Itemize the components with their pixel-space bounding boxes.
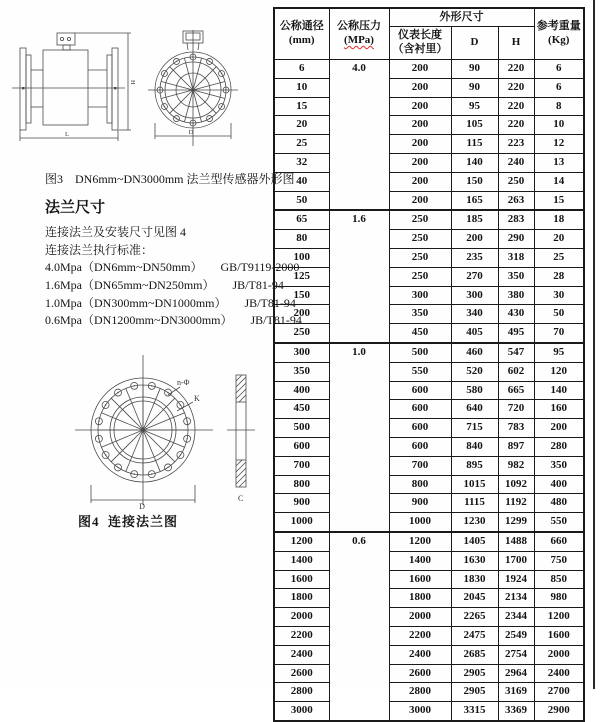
page-right-border (593, 0, 595, 689)
cell-length: 350 (389, 305, 451, 324)
cell-h: 223 (498, 135, 534, 154)
cell-h: 380 (498, 286, 534, 305)
cell-h: 1924 (498, 570, 534, 589)
cell-weight: 70 (534, 324, 584, 343)
cell-d: 2905 (451, 683, 498, 702)
table-row (274, 494, 584, 513)
cell-d: 580 (451, 381, 498, 400)
cell-h: 2964 (498, 664, 534, 683)
cell-dn: 1800 (274, 589, 329, 608)
table-row (274, 381, 584, 400)
dim-label-K: K (194, 394, 200, 403)
cell-weight: 120 (534, 362, 584, 381)
table-row (274, 437, 584, 456)
dim-label-n-phi: n-Φ (177, 378, 190, 387)
cell-weight: 2400 (534, 664, 584, 683)
cell-length: 250 (389, 248, 451, 267)
table-row (274, 532, 584, 551)
fig4-connection-flange-drawing (55, 345, 260, 515)
cell-weight: 280 (534, 437, 584, 456)
standard-item (45, 311, 302, 328)
cell-length: 600 (389, 419, 451, 438)
cell-weight: 2000 (534, 645, 584, 664)
col-header-dimensions: 外形尺寸 (389, 8, 534, 27)
standard-code: JB/T81-94 (250, 313, 302, 327)
cell-dn: 450 (274, 400, 329, 419)
cell-length: 3000 (389, 702, 451, 721)
cell-h: 220 (498, 78, 534, 97)
cell-d: 520 (451, 362, 498, 381)
cell-d: 895 (451, 456, 498, 475)
cell-d: 2685 (451, 645, 498, 664)
cell-weight: 28 (534, 267, 584, 286)
cell-h: 602 (498, 362, 534, 381)
table-row (274, 570, 584, 589)
cell-h: 1299 (498, 513, 534, 532)
cell-dn: 125 (274, 267, 329, 286)
cell-h: 720 (498, 400, 534, 419)
cell-dn: 300 (274, 343, 329, 362)
cell-h: 3369 (498, 702, 534, 721)
cell-length: 200 (389, 97, 451, 116)
cell-d: 270 (451, 267, 498, 286)
table-row (274, 456, 584, 475)
cell-length: 200 (389, 172, 451, 191)
standard-range: 1.0Mpa（DN300mm~DN1000mm） (45, 296, 227, 310)
cell-pressure: 0.6 (329, 532, 389, 721)
cell-h: 783 (498, 419, 534, 438)
cell-h: 897 (498, 437, 534, 456)
cell-h: 1092 (498, 475, 534, 494)
standard-code: JB/T81-94 (244, 296, 296, 310)
table-row (274, 60, 584, 79)
cell-d: 2905 (451, 664, 498, 683)
standard-item (45, 258, 299, 275)
cell-dn: 2000 (274, 608, 329, 627)
cell-length: 1800 (389, 589, 451, 608)
cell-d: 2045 (451, 589, 498, 608)
cell-dn: 800 (274, 475, 329, 494)
cell-length: 2800 (389, 683, 451, 702)
cell-weight: 1200 (534, 608, 584, 627)
cell-length: 200 (389, 78, 451, 97)
cell-h: 290 (498, 230, 534, 249)
fig3-sensor-front-view-drawing (140, 18, 268, 148)
cell-weight: 350 (534, 456, 584, 475)
cell-dn: 150 (274, 286, 329, 305)
cell-dn: 20 (274, 116, 329, 135)
fig3-caption: 图3 DN6mm~DN3000mm 法兰型传感器外形图 (45, 172, 295, 186)
cell-dn: 250 (274, 324, 329, 343)
cell-h: 1192 (498, 494, 534, 513)
cell-length: 1400 (389, 551, 451, 570)
table-row (274, 608, 584, 627)
cell-h: 220 (498, 116, 534, 135)
cell-dn: 100 (274, 248, 329, 267)
cell-d: 1115 (451, 494, 498, 513)
table-row (274, 324, 584, 343)
cell-length: 200 (389, 116, 451, 135)
cell-dn: 1400 (274, 551, 329, 570)
cell-pressure: 1.0 (329, 343, 389, 532)
standard-code: JB/T81-94 (232, 278, 284, 292)
table-row (274, 664, 584, 683)
cell-h: 495 (498, 324, 534, 343)
cell-d: 460 (451, 343, 498, 362)
cell-weight: 1600 (534, 626, 584, 645)
cell-h: 263 (498, 191, 534, 210)
cell-h: 1700 (498, 551, 534, 570)
table-row (274, 702, 584, 721)
cell-dn: 3000 (274, 702, 329, 721)
table-row (274, 248, 584, 267)
cell-dn: 10 (274, 78, 329, 97)
col-header-length: 仪表长度 （含衬里） (389, 27, 451, 60)
cell-h: 1488 (498, 532, 534, 551)
col-header-d: D (451, 27, 498, 60)
table-row (274, 191, 584, 210)
table-row (274, 645, 584, 664)
cell-d: 235 (451, 248, 498, 267)
table-row (274, 343, 584, 362)
cell-weight: 6 (534, 60, 584, 79)
cell-weight: 550 (534, 513, 584, 532)
cell-weight: 660 (534, 532, 584, 551)
fig4-caption: 图4 连接法兰图 (78, 514, 179, 529)
cell-d: 140 (451, 153, 498, 172)
dim-label-L: L (65, 131, 69, 138)
col-header-h: H (498, 27, 534, 60)
table-row (274, 683, 584, 702)
cell-d: 150 (451, 172, 498, 191)
cell-length: 700 (389, 456, 451, 475)
cell-dn: 32 (274, 153, 329, 172)
cell-d: 1015 (451, 475, 498, 494)
cell-length: 200 (389, 191, 451, 210)
cell-d: 1230 (451, 513, 498, 532)
cell-dn: 900 (274, 494, 329, 513)
table-row (274, 172, 584, 191)
cell-d: 115 (451, 135, 498, 154)
cell-length: 550 (389, 362, 451, 381)
table-row (274, 362, 584, 381)
fig3-sensor-side-view-drawing (4, 20, 140, 146)
cell-length: 300 (389, 286, 451, 305)
cell-h: 220 (498, 97, 534, 116)
cell-dn: 2800 (274, 683, 329, 702)
cell-h: 2549 (498, 626, 534, 645)
cell-length: 1000 (389, 513, 451, 532)
table-row (274, 153, 584, 172)
cell-length: 600 (389, 400, 451, 419)
cell-dn: 2400 (274, 645, 329, 664)
table-row (274, 267, 584, 286)
table-row (274, 97, 584, 116)
cell-length: 2600 (389, 664, 451, 683)
table-row (274, 230, 584, 249)
cell-dn: 2200 (274, 626, 329, 645)
cell-dn: 40 (274, 172, 329, 191)
cell-length: 250 (389, 230, 451, 249)
cell-weight: 140 (534, 381, 584, 400)
cell-h: 2344 (498, 608, 534, 627)
cell-dn: 80 (274, 230, 329, 249)
cell-h: 982 (498, 456, 534, 475)
cell-d: 105 (451, 116, 498, 135)
terminal-box (57, 33, 75, 45)
table-row (274, 400, 584, 419)
cell-length: 600 (389, 381, 451, 400)
cell-dn: 700 (274, 456, 329, 475)
cell-length: 250 (389, 210, 451, 229)
table-row (274, 513, 584, 532)
cell-length: 900 (389, 494, 451, 513)
table-row (274, 286, 584, 305)
table-row (274, 589, 584, 608)
standard-item (45, 294, 296, 311)
col-header-weight: 参考重量 (Kg) (534, 8, 584, 60)
dim-label-H: H (129, 80, 136, 85)
cell-dn: 6 (274, 60, 329, 79)
cell-d: 2475 (451, 626, 498, 645)
standard-item (45, 276, 284, 293)
cell-d: 715 (451, 419, 498, 438)
cell-h: 220 (498, 60, 534, 79)
cell-h: 318 (498, 248, 534, 267)
cell-weight: 850 (534, 570, 584, 589)
cell-d: 300 (451, 286, 498, 305)
table-row (274, 475, 584, 494)
flange-dimension-table (273, 7, 585, 722)
cell-d: 95 (451, 97, 498, 116)
cell-d: 3315 (451, 702, 498, 721)
cell-dn: 1000 (274, 513, 329, 532)
cell-length: 1600 (389, 570, 451, 589)
cell-weight: 200 (534, 419, 584, 438)
table-row (274, 210, 584, 229)
cell-dn: 50 (274, 191, 329, 210)
cell-h: 665 (498, 381, 534, 400)
cell-length: 800 (389, 475, 451, 494)
table-row (274, 78, 584, 97)
cell-d: 1630 (451, 551, 498, 570)
cell-weight: 6 (534, 78, 584, 97)
cell-h: 3169 (498, 683, 534, 702)
dim-label-D: D (139, 502, 145, 511)
cell-d: 200 (451, 230, 498, 249)
dim-label-C: C (238, 494, 244, 503)
cell-h: 430 (498, 305, 534, 324)
cell-length: 250 (389, 267, 451, 286)
cell-d: 640 (451, 400, 498, 419)
cell-pressure: 4.0 (329, 60, 389, 211)
cell-dn: 600 (274, 437, 329, 456)
cell-dn: 25 (274, 135, 329, 154)
table-row (274, 551, 584, 570)
cell-dn: 2600 (274, 664, 329, 683)
flange-standard-intro: 连接法兰执行标准： (45, 243, 154, 257)
cell-dn: 1200 (274, 532, 329, 551)
cell-length: 600 (389, 437, 451, 456)
cell-h: 283 (498, 210, 534, 229)
cell-weight: 480 (534, 494, 584, 513)
cell-d: 1830 (451, 570, 498, 589)
cell-length: 2000 (389, 608, 451, 627)
cell-pressure: 1.6 (329, 210, 389, 343)
cell-h: 250 (498, 172, 534, 191)
cell-d: 840 (451, 437, 498, 456)
cell-weight: 25 (534, 248, 584, 267)
cell-d: 165 (451, 191, 498, 210)
cell-dn: 500 (274, 419, 329, 438)
cell-length: 1200 (389, 532, 451, 551)
cell-length: 2200 (389, 626, 451, 645)
cell-h: 547 (498, 343, 534, 362)
cell-dn: 1600 (274, 570, 329, 589)
col-header-pressure: 公称压力 (MPa) (329, 8, 389, 60)
cell-weight: 13 (534, 153, 584, 172)
cell-weight: 50 (534, 305, 584, 324)
flange-size-heading: 法兰尺寸 (45, 200, 106, 216)
standard-range: 1.6Mpa（DN65mm~DN250mm） (45, 278, 215, 292)
cell-weight: 30 (534, 286, 584, 305)
cell-length: 200 (389, 60, 451, 79)
cell-d: 405 (451, 324, 498, 343)
table-row (274, 626, 584, 645)
cell-d: 90 (451, 78, 498, 97)
cell-dn: 350 (274, 362, 329, 381)
cell-weight: 14 (534, 172, 584, 191)
cell-d: 185 (451, 210, 498, 229)
cell-dn: 65 (274, 210, 329, 229)
cell-weight: 2900 (534, 702, 584, 721)
cell-length: 450 (389, 324, 451, 343)
cell-dn: 15 (274, 97, 329, 116)
cell-weight: 15 (534, 191, 584, 210)
cell-length: 500 (389, 343, 451, 362)
table-row (274, 419, 584, 438)
col-header-dn: 公称通径 (mm) (274, 8, 329, 60)
standard-code: GB/T9119-2000 (220, 260, 300, 274)
cell-weight: 18 (534, 210, 584, 229)
cell-weight: 20 (534, 230, 584, 249)
cell-h: 2754 (498, 645, 534, 664)
cell-h: 2134 (498, 589, 534, 608)
cell-d: 1405 (451, 532, 498, 551)
cell-length: 2400 (389, 645, 451, 664)
cell-weight: 160 (534, 400, 584, 419)
cell-weight: 95 (534, 343, 584, 362)
table-row (274, 305, 584, 324)
standard-range: 4.0Mpa（DN6mm~DN50mm） (45, 260, 203, 274)
flange-table-body (274, 60, 584, 721)
cell-dn: 400 (274, 381, 329, 400)
standard-range: 0.6Mpa（DN1200mm~DN3000mm） (45, 313, 233, 327)
cell-weight: 12 (534, 135, 584, 154)
cell-weight: 400 (534, 475, 584, 494)
cell-weight: 750 (534, 551, 584, 570)
cell-weight: 8 (534, 97, 584, 116)
dim-label-D: D (188, 129, 194, 136)
cell-length: 200 (389, 153, 451, 172)
cell-dn: 200 (274, 305, 329, 324)
flange-intro-line: 连接法兰及安装尺寸见图 4 (45, 225, 187, 239)
cell-h: 240 (498, 153, 534, 172)
cell-weight: 10 (534, 116, 584, 135)
cell-d: 2265 (451, 608, 498, 627)
cell-d: 90 (451, 60, 498, 79)
sensor-body (43, 50, 88, 125)
cell-weight: 980 (534, 589, 584, 608)
table-row (274, 116, 584, 135)
cell-length: 200 (389, 135, 451, 154)
cell-d: 340 (451, 305, 498, 324)
cell-h: 350 (498, 267, 534, 286)
cell-weight: 2700 (534, 683, 584, 702)
table-row (274, 135, 584, 154)
